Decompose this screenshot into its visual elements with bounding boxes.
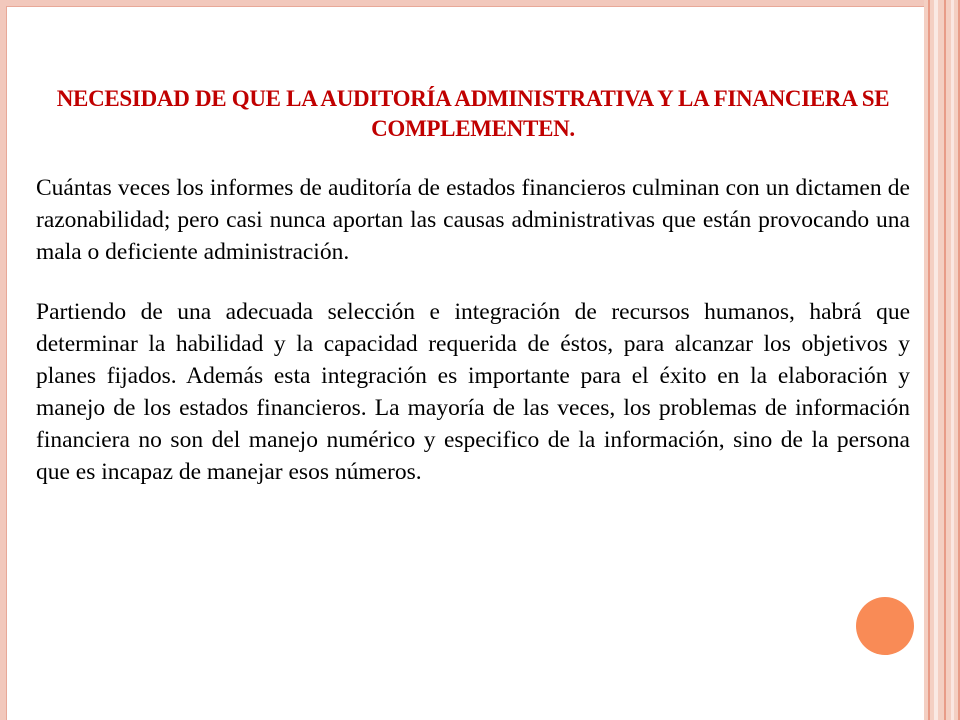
- decorative-stripe: [928, 0, 930, 720]
- decorative-stripe: [934, 0, 938, 720]
- decorative-right-band: [924, 0, 960, 720]
- slide-content: [36, 84, 910, 488]
- decorative-orange-circle: [856, 597, 914, 655]
- body-paragraph-2: Partiendo de una adecuada selección e integración de recursos humanos, habrá que determinar la habilidad y la capacidad requerida de éstos, para alcanzar los objetivos y planes fijados. Además esta integración es importante para el éxito en la elaboración y manejo de los estados financieros. La mayoría de las veces, los problemas de información financiera no son del manejo numérico y especifico de la información, sino de la persona que es incapaz de manejar esos números.: [36, 299, 910, 485]
- slide-title: NECESIDAD DE QUE LA AUDITORÍA ADMINISTRATIVA Y LA FINANCIERA SE COMPLEMENTEN.: [56, 86, 890, 141]
- body-paragraph-1: Cuántas veces los informes de auditoría de estados financieros culminan con un dictamen de razonabilidad; pero casi nunca aportan las causas administrativas que están provocando una mala o deficiente administración.: [36, 175, 910, 265]
- decorative-stripe: [944, 0, 946, 720]
- decorative-stripe: [951, 0, 954, 720]
